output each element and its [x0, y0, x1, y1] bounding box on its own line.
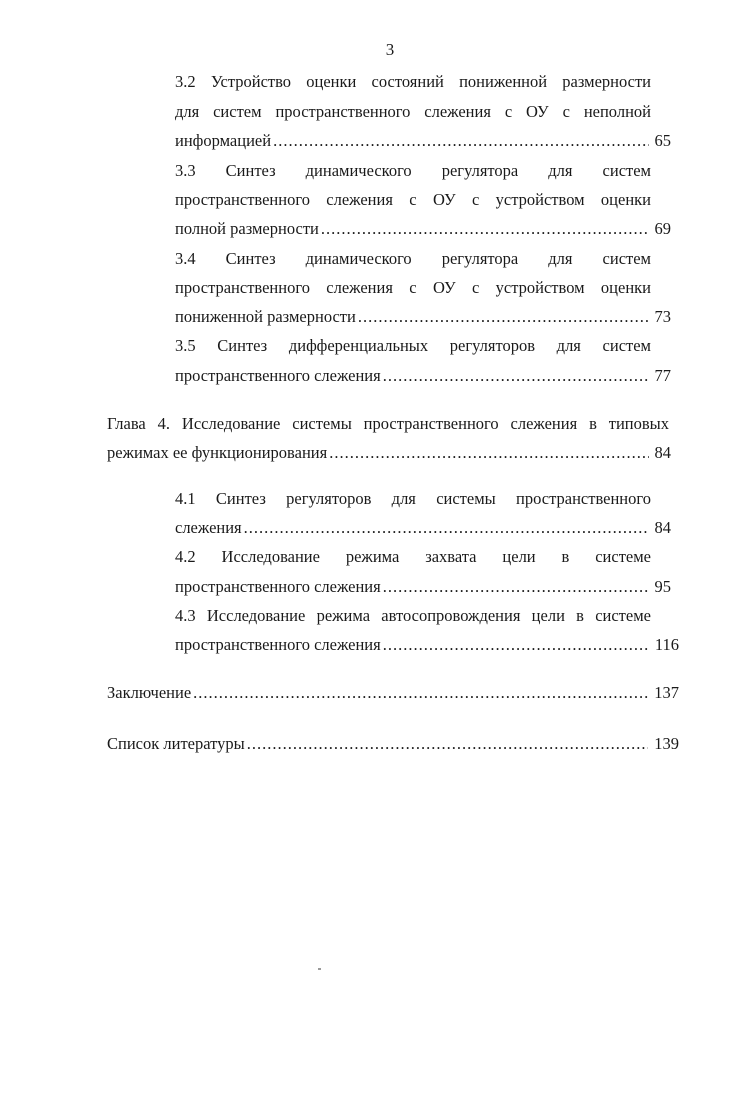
toc-entry-3-4-line-2: пространственного слежения с ОУ с устройством оценки	[175, 278, 651, 297]
dot-leader	[358, 306, 649, 328]
toc-entry-3-3-title-end: полной размерности	[175, 219, 319, 238]
dot-leader	[383, 365, 649, 387]
dot-leader	[383, 634, 649, 656]
toc-conclusion	[107, 682, 679, 704]
toc-chapter-4-page: 84	[654, 443, 671, 462]
dot-leader	[193, 682, 648, 704]
dot-leader	[329, 442, 648, 464]
dot-leader	[383, 576, 649, 598]
page-number: 3	[385, 40, 395, 59]
toc-conclusion-page: 137	[654, 683, 679, 702]
toc-entry-3-2-page: 65	[654, 131, 671, 150]
toc-entry-4-3-page: 116	[654, 635, 679, 654]
toc-entry-3-4-line-3	[175, 306, 671, 328]
toc-entry-4-2-title-end: пространственного слежения	[175, 577, 381, 596]
toc-entry-4-1-page: 84	[654, 518, 671, 537]
toc-references-label: Список литературы	[107, 734, 245, 753]
dot-leader	[273, 130, 648, 152]
toc-entry-4-2-line-2	[175, 576, 671, 598]
toc-entry-3-3-line-1: 3.3 Синтез динамического регулятора для систем	[175, 161, 651, 180]
toc-entry-4-3-line-1: 4.3 Исследование режима автосопровождения цели в системе	[175, 606, 651, 625]
toc-entry-3-5-title-end: пространственного слежения	[175, 366, 381, 385]
toc-entry-4-1-title-end: слежения	[175, 518, 242, 537]
toc-entry-3-5-line-1: 3.5 Синтез дифференциальных регуляторов для систем	[175, 336, 651, 355]
toc-entry-3-5-line-2	[175, 365, 671, 387]
toc-entry-4-3-title-end: пространственного слежения	[175, 635, 381, 654]
toc-chapter-4-line-1: Глава 4. Исследование системы пространственного слежения в типовых	[107, 414, 669, 433]
toc-entry-3-3-line-2: пространственного слежения с ОУ с устройством оценки	[175, 190, 651, 209]
dot-leader	[321, 218, 649, 240]
toc-entry-3-2-title-end: информацией	[175, 131, 272, 150]
toc-entry-4-2-page: 95	[654, 577, 671, 596]
toc-entry-3-2-line-2: для систем пространственного слежения с ОУ с неполной	[175, 102, 651, 121]
toc-conclusion-label: Заключение	[107, 683, 192, 702]
toc-entry-3-3-page: 69	[654, 219, 671, 238]
dot-leader	[247, 733, 649, 755]
scan-speck	[318, 968, 321, 970]
toc-chapter-4-title-end: режимах ее функционирования	[107, 443, 328, 462]
toc-entry-3-4-page: 73	[654, 307, 671, 326]
toc-entry-3-3-line-3	[175, 218, 671, 240]
dot-leader	[244, 517, 649, 539]
toc-entry-3-5-page: 77	[654, 366, 671, 385]
toc-entry-3-4-title-end: пониженной размерности	[175, 307, 356, 326]
toc-references	[107, 733, 679, 755]
toc-chapter-4-line-2	[107, 442, 671, 464]
toc-entry-3-2-line-1: 3.2 Устройство оценки состояний пониженной размерности	[175, 72, 651, 91]
toc-entry-4-1-line-2	[175, 517, 671, 539]
toc-entry-4-2-line-1: 4.2 Исследование режима захвата цели в системе	[175, 547, 651, 566]
toc-entry-3-4-line-1: 3.4 Синтез динамического регулятора для систем	[175, 249, 651, 268]
toc-entry-4-1-line-1: 4.1 Синтез регуляторов для системы пространственного	[175, 489, 651, 508]
toc-references-page: 139	[654, 734, 679, 753]
toc-entry-4-3-line-2	[175, 634, 679, 656]
toc-entry-3-2-line-3	[175, 130, 671, 152]
